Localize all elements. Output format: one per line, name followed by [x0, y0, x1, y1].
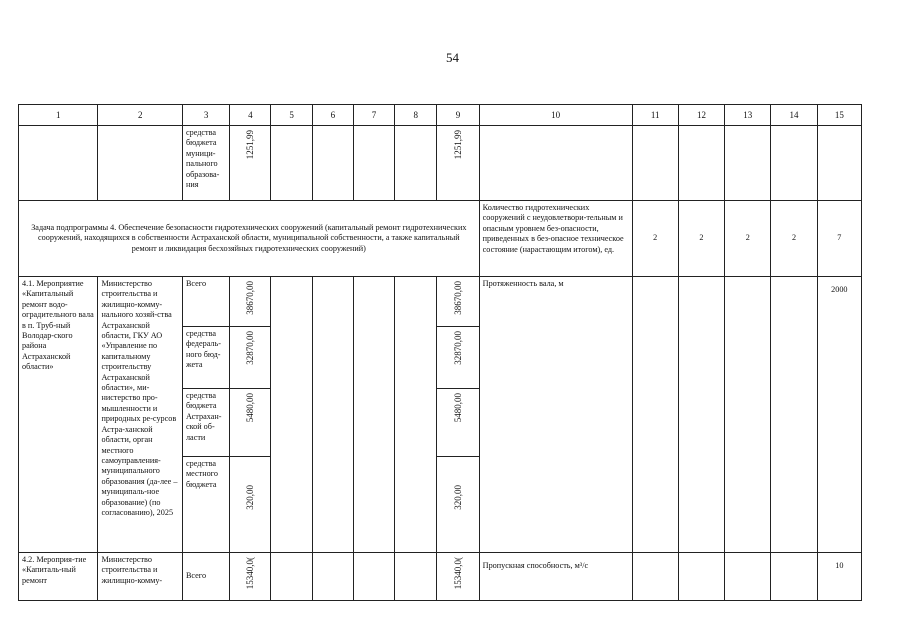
- page-number: 54: [446, 50, 459, 65]
- amount-cell: 15340,0(: [230, 553, 271, 601]
- empty-cell: [19, 126, 98, 201]
- empty-cell: [98, 126, 183, 201]
- empty-cell: [632, 553, 678, 601]
- measure-name: 4.2. Мероприя-тие «Капиталь-ный ремонт: [19, 553, 98, 601]
- empty-cell: [395, 126, 437, 201]
- amount-cell: 320,00: [230, 457, 271, 553]
- table-row: [19, 126, 862, 201]
- amount-cell: 5480,00: [437, 389, 479, 457]
- empty-cell: [678, 553, 724, 601]
- amount-cell: 320,00: [437, 457, 479, 553]
- value-cell: 2: [771, 201, 817, 277]
- col-header: 6: [312, 105, 353, 126]
- value-cell: 7: [817, 201, 861, 277]
- amount-cell: 5480,00: [230, 389, 271, 457]
- col-header: 2: [98, 105, 183, 126]
- amount-cell: 38670,00: [230, 277, 271, 327]
- col-header: 10: [479, 105, 632, 126]
- task-row: [19, 201, 862, 277]
- empty-cell: [725, 277, 771, 553]
- amount-cell: 38670,00: [437, 277, 479, 327]
- col-header: 4: [230, 105, 271, 126]
- amount-cell: 15340,0(: [437, 553, 479, 601]
- empty-cell: [817, 126, 861, 201]
- empty-cell: [479, 126, 632, 201]
- empty-cell: [395, 277, 437, 553]
- empty-cell: [771, 553, 817, 601]
- empty-cell: [725, 126, 771, 201]
- col-header: 5: [271, 105, 312, 126]
- empty-cell: [725, 553, 771, 601]
- measure-name: 4.1. Мероприятие «Капитальный ремонт водо-оградительного вала в п. Труб-ный Володар-ского района Астраханской области»: [19, 277, 98, 553]
- empty-cell: [271, 277, 312, 553]
- table-row: [19, 553, 862, 601]
- empty-cell: [678, 277, 724, 553]
- empty-cell: [678, 126, 724, 201]
- empty-cell: [312, 277, 353, 553]
- empty-cell: [271, 553, 312, 601]
- amount-cell: 32870,00: [230, 327, 271, 389]
- indicator-cell: Протяженность вала, м: [479, 277, 632, 553]
- col-header: 1: [19, 105, 98, 126]
- indicator-cell: Количество гидротехнических сооружений с неудовлетвори-тельным и опасным уровнем без-опасности, приведенных в без-опасное техническое состояние (нарастающим итогом), ед.: [479, 201, 632, 277]
- empty-cell: [312, 126, 353, 201]
- value-cell: 2000: [817, 277, 861, 553]
- funding-source: Всего: [182, 553, 229, 601]
- value-cell: 10: [817, 553, 861, 601]
- task-description: Задача подпрограммы 4. Обеспечение безопасности гидротехнических сооружений (капитальный ремонт гидротехнических сооружений, находящихся в собственности Астраханской области, муниципальной собственности, а также капитальный ремонт и ликвидация бесхозяйных гидротехнических сооружений): [19, 201, 480, 277]
- indicator-cell: Пропускная способность, м³/с: [479, 553, 632, 601]
- col-header: 7: [353, 105, 394, 126]
- empty-cell: [271, 126, 312, 201]
- col-header: 14: [771, 105, 817, 126]
- empty-cell: [632, 277, 678, 553]
- col-header: 8: [395, 105, 437, 126]
- empty-cell: [353, 553, 394, 601]
- col-header: 12: [678, 105, 724, 126]
- empty-cell: [312, 553, 353, 601]
- funding-source: средства бюджета Астрахан-ской об-ласти: [182, 389, 229, 457]
- empty-cell: [353, 126, 394, 201]
- funding-source: средства местного бюджета: [182, 457, 229, 553]
- empty-cell: [771, 126, 817, 201]
- column-numbers-row: [19, 105, 862, 126]
- budget-table: [18, 104, 862, 601]
- empty-cell: [771, 277, 817, 553]
- measure-executor: Министерство строительства и жилищно-комму-: [98, 553, 183, 601]
- value-cell: 2: [632, 201, 678, 277]
- empty-cell: [632, 126, 678, 201]
- amount-cell: 1251,99: [230, 126, 271, 201]
- value-cell: 2: [678, 201, 724, 277]
- col-header: 11: [632, 105, 678, 126]
- col-header: 15: [817, 105, 861, 126]
- col-header: 9: [437, 105, 479, 126]
- funding-source: средства бюджета муници-пального образова-ния: [182, 126, 229, 201]
- table-row: [19, 277, 862, 327]
- value-cell: 2: [725, 201, 771, 277]
- amount-cell: 1251,99: [437, 126, 479, 201]
- measure-executor: Министерство строительства и жилищно-комму-нального хозяй-ства Астраханской области, ГКУ АО «Управление по капитальному строительству Астраханской области», ми-нистерство про-мышленности и природных ре-сурсов Астра-ханской области, орган местного самоуправления-муниципального образования (да-лее – муниципаль-ное образование) (по согласованию), 2025: [98, 277, 183, 553]
- funding-source: Всего: [182, 277, 229, 327]
- empty-cell: [353, 277, 394, 553]
- amount-cell: 32870,00: [437, 327, 479, 389]
- funding-source: средства федераль-ного бюд-жета: [182, 327, 229, 389]
- col-header: 3: [182, 105, 229, 126]
- empty-cell: [395, 553, 437, 601]
- col-header: 13: [725, 105, 771, 126]
